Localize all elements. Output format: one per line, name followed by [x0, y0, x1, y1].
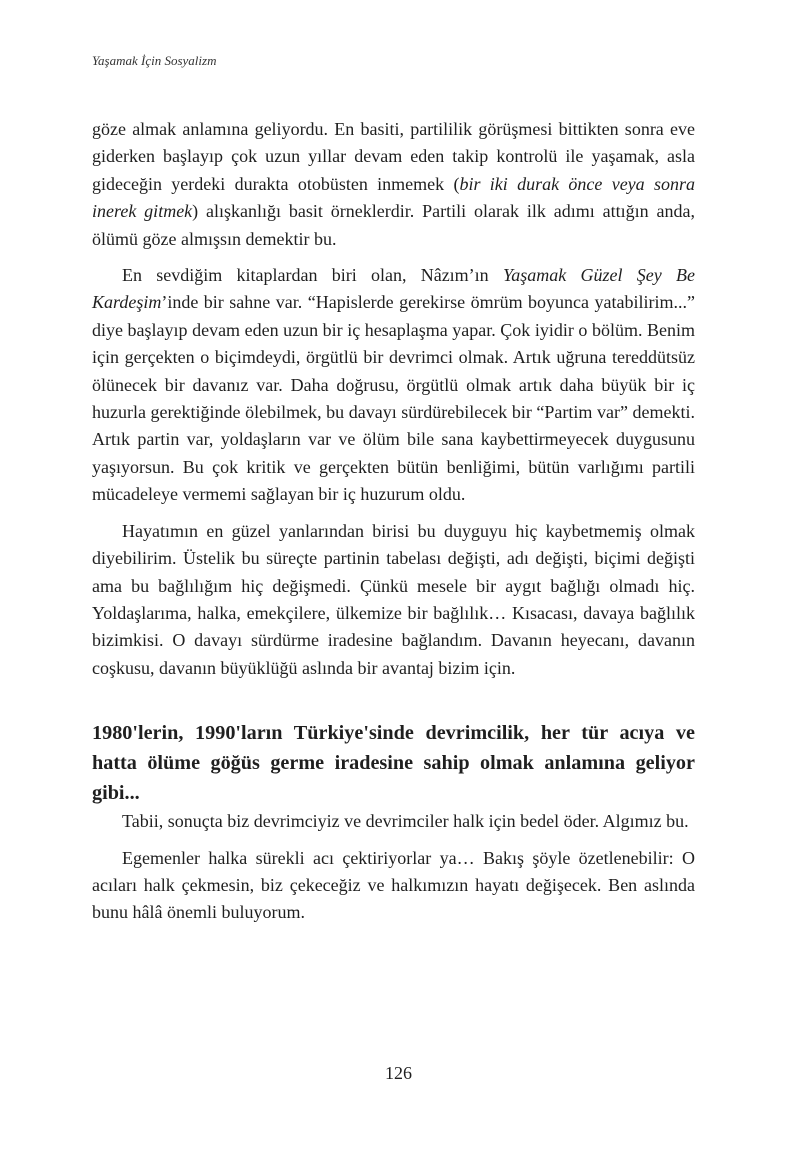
paragraph-2-text-b: ’inde bir sahne var. “Hapislerde gerekirse ömrüm boyunca yatabilirim...” diye başlayıp devam eden uzun bir iç hesaplaşma yapar. Çok iyidir o bölüm. Benim için gerçekten o biçimdeydi, örgütlü bir devrimci olmak. Artık uğruna tereddütsüz ölünecek bir davanız var. Daha doğrusu, örgütlü olmak artık daha büyük bir iç huzurla gerektiğinde ölebilmek, bu davayı sürdürebilecek bir “Partim var” demekti. Artık partin var, yoldaşların var ve ölüm bile sana kaybettirmeyecek duygusunu yaşıyorsun. Bu çok kritik ve gerçekten bütün benliğimi, bütün varlığımı partili mücadeleye vermemi sağlayan bir iç huzurum oldu.: [92, 292, 695, 505]
book-title-italic: Yaşamak Güzel Şey Be Kardeşim: [92, 265, 696, 313]
paragraph-3: Hayatımın en güzel yanlarından birisi bu duyguyu hiç kaybetmemiş olmak diyebilirim. Üstelik bu süreçte partinin tabelası değişti, adı değişti, biçimi değişti ama bu bağlılığım hiç değişmedi. Çünkü mesele bir aygıt bağlığı olmadı hiç. Yoldaşlarıma, halka, emekçilere, ülkemize bir bağlılık… Kısacası, davaya bağlılık bizimkisi. O davayı sürdürme iradesine bağlandım. Davanın heyecanı, davanın coşkusu, davanın büyüklüğü aslında bir avantaj bizim için.: [92, 520, 695, 678]
body-text: [92, 116, 695, 927]
paragraph-1: [92, 116, 695, 253]
paragraph-1-text-a: göze almak anlamına geliyordu. En basiti, partililik görüşmesi bittikten sonra eve giderken başlayıp çok uzun yıllar devam eden takip kontrolü ile yaşamak, asla gideceğin yerdeki durakta otobüsten inmemek (: [92, 119, 695, 194]
running-head: Yaşamak İçin Sosyalizm: [92, 53, 217, 68]
page-number: 126: [385, 1063, 412, 1083]
paragraph-5: Egemenler halka sürekli acı çektiriyorlar ya… Bakış şöyle özetlenebilir: O acıları halk çekmesin, biz çekeceğiz ve halkımızın hayatı değişecek. Ben aslında bunu hâlâ önemli buluyorum.: [92, 847, 695, 923]
paragraph-1-italic: bir iki durak önce veya sonra inerek gitmek: [92, 173, 695, 222]
paragraph-4: Tabii, sonuçta biz devrimciyiz ve devrimciler halk için bedel öder. Algımız bu.: [122, 811, 689, 832]
paragraph-2-text-a: En sevdiğim kitaplardan biri olan, Nâzım’ın: [122, 265, 503, 286]
paragraph-2: [92, 262, 695, 509]
interview-question-heading: 1980'lerin, 1990'ların Türkiye'sinde devrimcilik, her tür acıya ve hatta ölüme göğüs germe iradesine sahip olmak anlamına geliyor gibi...: [92, 722, 695, 805]
paragraph-1-text-b: ) alışkanlığı basit örneklerdir. Partili olarak ilk adımı attığın anda, ölümü göze almışsın demektir bu.: [92, 201, 695, 249]
